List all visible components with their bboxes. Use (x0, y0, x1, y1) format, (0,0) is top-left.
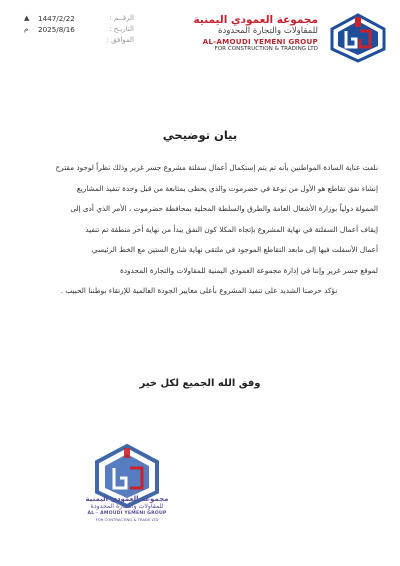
stamp-subtitle-en: FOR CONTRACTING & TRADE LTD (95, 517, 159, 522)
stamp-company-ar: مجموعة العمودي اليمنية (85, 495, 169, 503)
date-value: 2025/8/16 (38, 25, 75, 34)
date-marker-icon: م (24, 25, 29, 33)
reference-marker-icon: ▲ (24, 14, 30, 22)
attachment-row (24, 36, 134, 47)
body-line: إنشاء نفق تقاطع هو الأول من نوعة في حضرموت والذي يحظى بمتابعة من قبل وحدة تنفيذ المشاريع (76, 183, 378, 193)
document-body (20, 158, 378, 302)
body-line: نلفت عناية السادة المواطنين بأنه تم يتم إستكمال أعمال سفلتة مشروع جسر غرير وذلك نظراً لوجود مقترح (55, 163, 378, 172)
date-row (24, 25, 134, 36)
body-line: إيقاف أعمال السفلتة في نهاية المشروع بإتجاه المكلا كون النفق يبدأ من نهاية أخر منطقة تم تنفيذ (85, 224, 378, 234)
letter-meta (24, 14, 134, 47)
body-line: الممولة دولياً بوزارة الأشغال العامة والطرق والسلطة المحلية بمحافظة حضرموت ، الأمر الذي أدى إلى (70, 204, 378, 213)
stamp-company-en: AL - AMOUDI YEMENI GROUP (87, 511, 167, 516)
company-name-ar: مجموعة العمودي اليمنية (193, 14, 318, 26)
body-line: نؤكد حرصنا الشديد على تنفيذ المشروع بأعلى معايير الجودة العالمية للإرتقاء بوطننا الحبيب . (60, 286, 338, 295)
attachment-label: الموافق : (106, 36, 134, 44)
body-line: أعمال الأسفلت فيها إلى مابعد التقاطع الموجود في ملتقى نهاية شارع الستين مع الخط الرئيسي (91, 245, 378, 254)
company-name-en: AL-AMOUDI YEMENI GROUP (202, 37, 318, 46)
company-logo-icon (328, 13, 388, 63)
body-line: لموقع جسر غرير وإننا في إدارة مجموعة العمودي اليمنية للمقاولات والتجارة المحدودة (119, 265, 378, 275)
stamp-subtitle-ar: للمقاولات والتجارة المحدودة (90, 503, 164, 510)
company-subtitle-ar: للمقاولات والتجارة المحدودة (218, 26, 318, 36)
company-subtitle-en: FOR CONSTRUCTION & TRADING LTD (214, 46, 318, 52)
reference-value: 1447/2/22 (38, 14, 75, 23)
stamp-text-block (82, 495, 172, 522)
date-label: التاريـخ : (109, 25, 134, 33)
document-title: بيان توضيحي (162, 128, 238, 142)
reference-row (24, 14, 134, 25)
company-stamp-icon (82, 440, 202, 540)
company-name-block (168, 14, 318, 53)
reference-label: الرقــم : (109, 14, 134, 22)
closing-line: وفق الله الجميع لكل خير (139, 378, 261, 389)
